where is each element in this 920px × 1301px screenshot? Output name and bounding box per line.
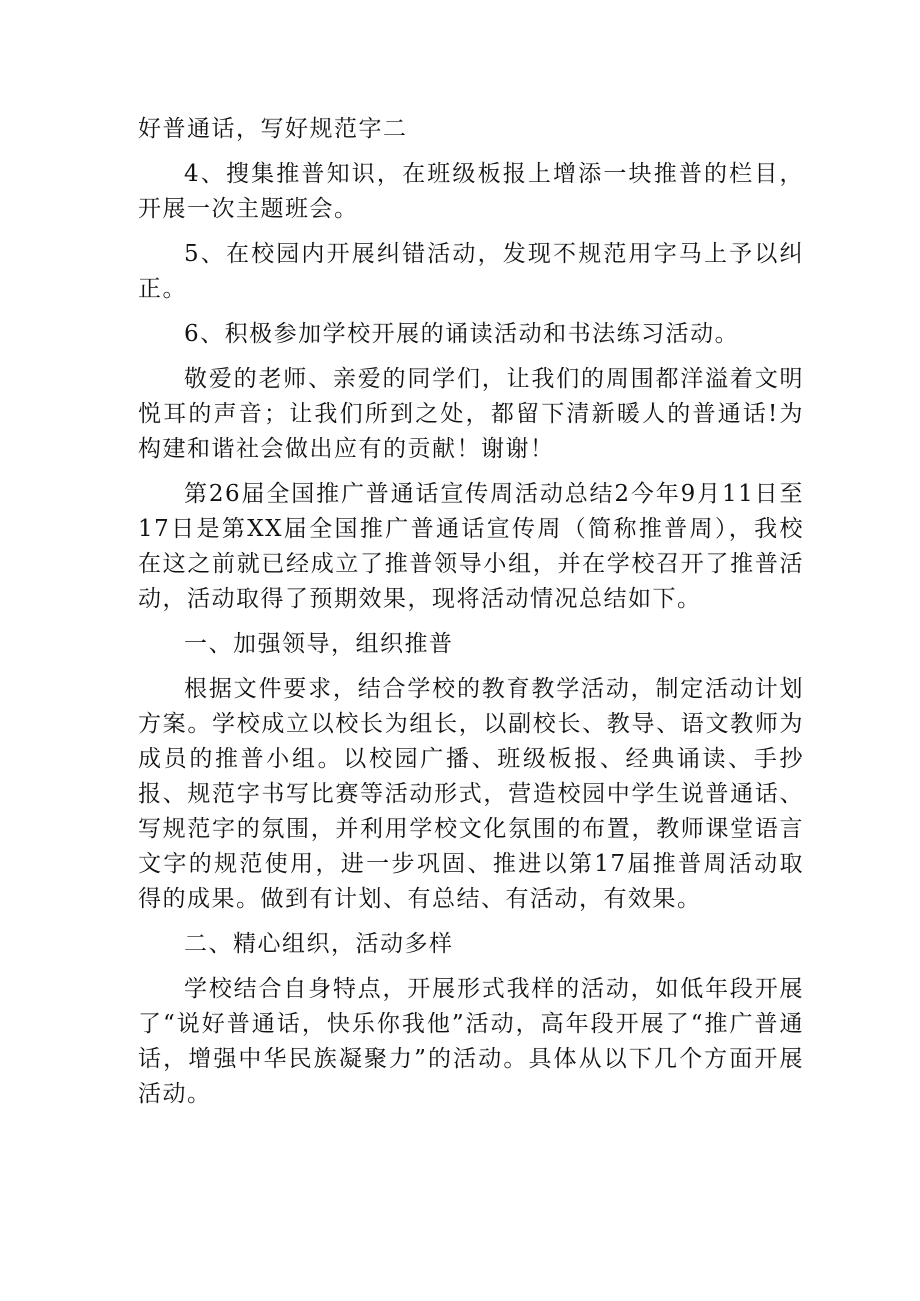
paragraph-item-4: 4、搜集推普知识，在班级板报上增添一块推普的栏目，开展一次主题班会。 xyxy=(138,161,804,222)
paragraph-continuation: 好普通话，写好规范字二 xyxy=(138,116,408,142)
paragraph-closing-remarks: 敬爱的老师、亲爱的同学们，让我们的周围都洋溢着文明悦耳的声音；让我们所到之处，都留下清新暖人的普通话!为构建和谐社会做出应有的贡献！谢谢！ xyxy=(138,366,804,462)
section-heading-2: 二、精心组织，活动多样 xyxy=(184,931,454,957)
paragraph-section-1-body: 根据文件要求，结合学校的教育教学活动，制定活动计划方案。学校成立以校长为组长，以副校长、教导、语文教师为成员的推普小组。以校园广播、班级板报、经典诵读、手抄报、规范字书写比赛等活动形式，营造校园中学生说普通话、写规范字的氛围，并利用学校文化氛围的布置，教师课堂语言文字的规范使用，进一步巩固、推进以第17届推普周活动取得的成果。做到有计划、有总结、有活动，有效果。 xyxy=(138,676,804,912)
paragraph-summary-intro: 第26届全国推广普通话宣传周活动总结2今年9月11日至17日是第XX届全国推广普通话宣传周（简称推普周），我校在这之前就已经成立了推普领导小组，并在学校召开了推普活动，活动取得了预期效果，现将活动情况总结如下。 xyxy=(138,481,804,612)
paragraph-item-5: 5、在校园内开展纠错活动，发现不规范用字马上予以纠正。 xyxy=(138,241,804,302)
document-body xyxy=(138,112,804,1122)
paragraph-section-2-body: 学校结合自身特点，开展形式我样的活动，如低年段开展了“说好普通话，快乐你我他”活动，高年段开展了“推广普通话，增强中华民族凝聚力”的活动。具体从以下几个方面开展活动。 xyxy=(138,976,804,1107)
section-heading-1: 一、加强领导，组织推普 xyxy=(184,631,454,657)
paragraph-item-6: 6、积极参加学校开展的诵读活动和书法练习活动。 xyxy=(184,321,740,347)
